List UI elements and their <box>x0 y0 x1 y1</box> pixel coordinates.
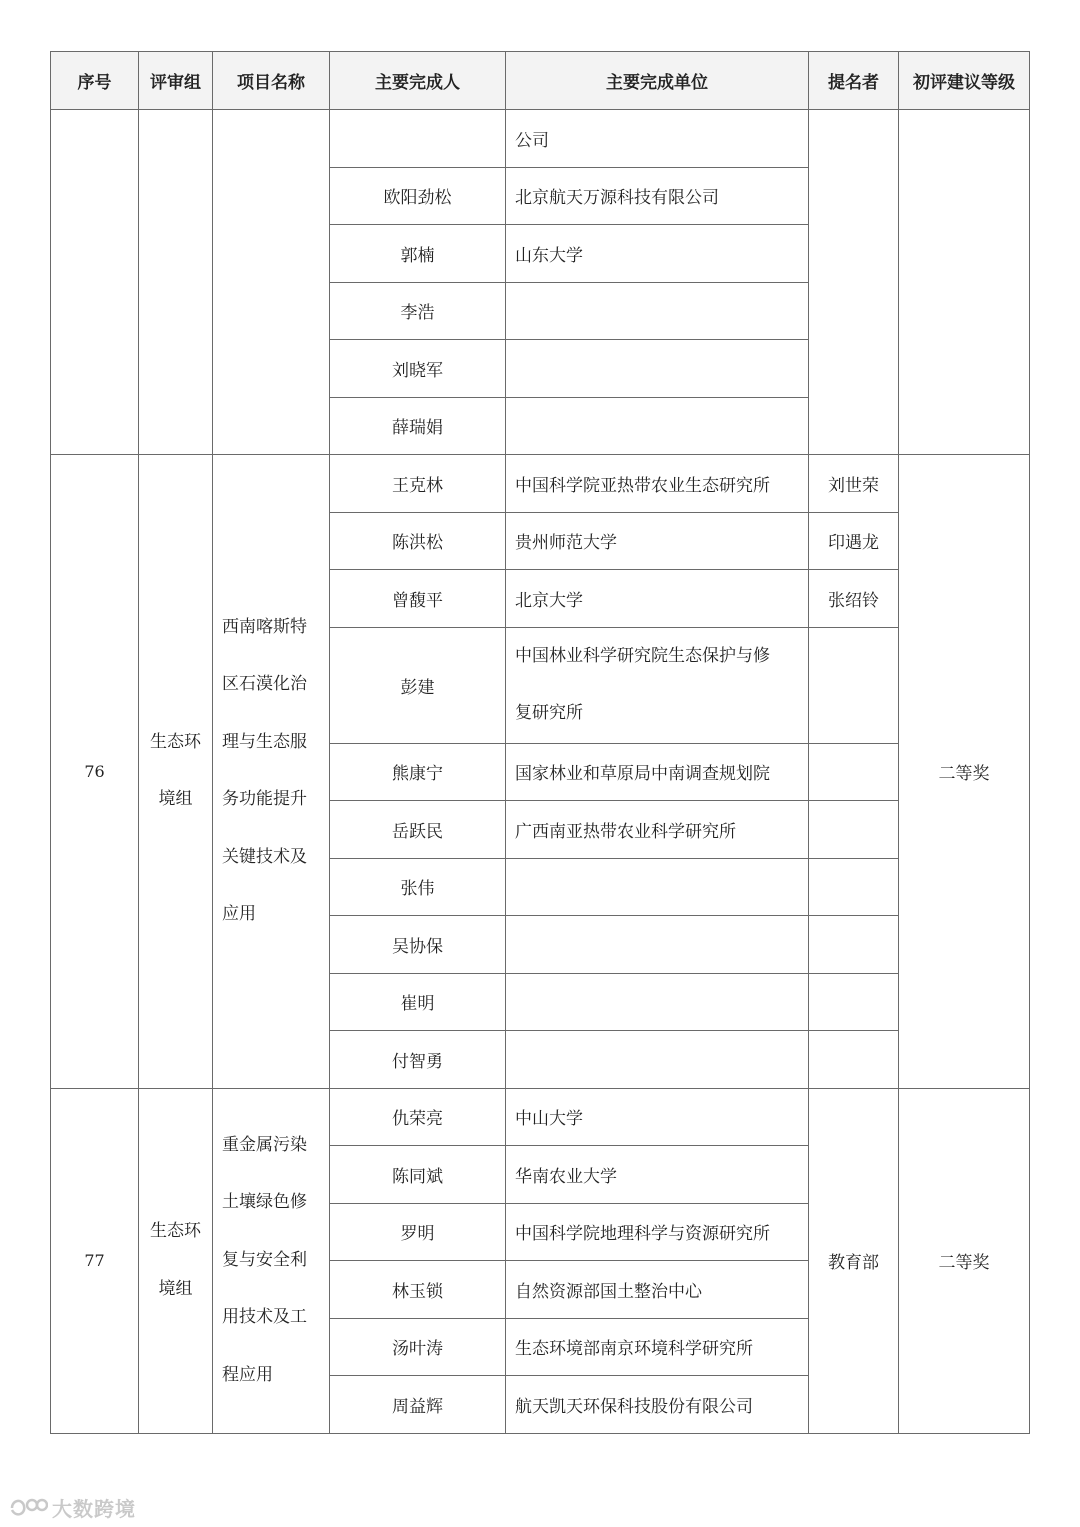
unit-cell: 中山大学 <box>506 1088 809 1146</box>
person-cell: 崔明 <box>330 973 506 1031</box>
watermark <box>8 1493 136 1522</box>
person-cell: 仇荣亮 <box>330 1088 506 1146</box>
awards-table <box>50 51 1030 1434</box>
unit-cell: 中国科学院亚热带农业生态研究所 <box>506 455 809 513</box>
person-cell: 刘晓军 <box>330 340 506 398</box>
watermark-logo-icon <box>8 1496 48 1520</box>
table-row <box>51 1088 1030 1146</box>
nominator-cell-77: 教育部 <box>809 1088 899 1433</box>
person-cell: 付智勇 <box>330 1031 506 1089</box>
person-cell: 张伟 <box>330 858 506 916</box>
person-cell: 郭楠 <box>330 225 506 283</box>
person-cell: 李浩 <box>330 282 506 340</box>
header-project: 项目名称 <box>213 52 330 110</box>
prev-group-cell <box>139 110 213 455</box>
person-cell <box>330 110 506 168</box>
header-unit: 主要完成单位 <box>506 52 809 110</box>
person-cell: 熊康宁 <box>330 743 506 801</box>
project-line: 复与安全利 <box>222 1249 307 1270</box>
person-cell: 周益辉 <box>330 1376 506 1434</box>
nominator-cell: 印遇龙 <box>809 512 899 570</box>
nominator-cell <box>809 858 899 916</box>
project-line: 应用 <box>222 904 256 925</box>
nominator-cell <box>809 1031 899 1089</box>
unit-line: 中国林业科学研究院生态保护与修 <box>515 645 770 666</box>
header-row <box>51 52 1030 110</box>
project-line: 区石漠化治 <box>222 674 307 695</box>
person-cell: 彭建 <box>330 627 506 743</box>
project-line: 重金属污染 <box>222 1134 307 1155</box>
unit-cell <box>506 858 809 916</box>
seq-cell-76: 76 <box>51 455 139 1089</box>
unit-cell: 国家林业和草原局中南调查规划院 <box>506 743 809 801</box>
unit-cell <box>506 340 809 398</box>
person-cell: 陈同斌 <box>330 1146 506 1204</box>
project-line: 程应用 <box>222 1364 273 1385</box>
person-cell: 林玉锁 <box>330 1261 506 1319</box>
header-seq: 序号 <box>51 52 139 110</box>
unit-cell <box>506 916 809 974</box>
unit-cell: 华南农业大学 <box>506 1146 809 1204</box>
project-line: 土壤绿色修 <box>222 1192 307 1213</box>
person-cell: 薛瑞娟 <box>330 397 506 455</box>
unit-cell: 北京航天万源科技有限公司 <box>506 167 809 225</box>
project-line: 西南喀斯特 <box>222 616 307 637</box>
header-level: 初评建议等级 <box>899 52 1030 110</box>
prev-project-cell <box>213 110 330 455</box>
header-person: 主要完成人 <box>330 52 506 110</box>
unit-cell: 自然资源部国土整治中心 <box>506 1261 809 1319</box>
nominator-cell <box>809 627 899 743</box>
group-line: 生态环 <box>150 1221 201 1241</box>
person-cell: 汤叶涛 <box>330 1318 506 1376</box>
project-cell-77 <box>213 1088 330 1433</box>
header-group: 评审组 <box>139 52 213 110</box>
group-line: 生态环 <box>150 731 201 752</box>
table-row <box>51 110 1030 168</box>
nominator-cell: 张绍铃 <box>809 570 899 628</box>
unit-cell-pengjian <box>506 627 809 743</box>
unit-cell <box>506 1031 809 1089</box>
nominator-cell <box>809 801 899 859</box>
unit-line: 复研究所 <box>515 703 583 723</box>
project-line: 关键技术及 <box>222 846 307 867</box>
project-cell-76 <box>213 455 330 1089</box>
level-cell-76: 二等奖 <box>899 455 1030 1089</box>
seq-cell-77: 77 <box>51 1088 139 1433</box>
nominator-cell: 刘世荣 <box>809 455 899 513</box>
person-cell: 王克林 <box>330 455 506 513</box>
nominator-cell <box>809 743 899 801</box>
unit-cell: 广西南亚热带农业科学研究所 <box>506 801 809 859</box>
level-cell-77: 二等奖 <box>899 1088 1030 1433</box>
person-cell: 岳跃民 <box>330 801 506 859</box>
group-line: 境组 <box>158 1278 193 1299</box>
prev-seq-cell <box>51 110 139 455</box>
unit-cell: 山东大学 <box>506 225 809 283</box>
unit-cell <box>506 282 809 340</box>
unit-cell <box>506 973 809 1031</box>
table-row <box>51 455 1030 513</box>
unit-cell: 公司 <box>506 110 809 168</box>
project-line: 理与生态服 <box>222 731 307 752</box>
group-cell-76 <box>139 455 213 1089</box>
group-cell-77 <box>139 1088 213 1433</box>
person-cell: 欧阳劲松 <box>330 167 506 225</box>
unit-cell: 中国科学院地理科学与资源研究所 <box>506 1203 809 1261</box>
unit-cell: 北京大学 <box>506 570 809 628</box>
unit-cell: 生态环境部南京环境科学研究所 <box>506 1318 809 1376</box>
prev-level-cell <box>899 110 1030 455</box>
group-line: 境组 <box>158 789 193 810</box>
person-cell: 吴协保 <box>330 916 506 974</box>
project-line: 务功能提升 <box>222 789 307 810</box>
unit-cell <box>506 397 809 455</box>
person-cell: 陈洪松 <box>330 512 506 570</box>
person-cell: 罗明 <box>330 1203 506 1261</box>
unit-cell: 贵州师范大学 <box>506 512 809 570</box>
unit-cell: 航天凯天环保科技股份有限公司 <box>506 1376 809 1434</box>
header-nominator: 提名者 <box>809 52 899 110</box>
person-cell: 曾馥平 <box>330 570 506 628</box>
project-line: 用技术及工 <box>222 1307 307 1328</box>
nominator-cell <box>809 973 899 1031</box>
nominator-cell <box>809 916 899 974</box>
prev-nominator-cell <box>809 110 899 455</box>
watermark-text: 大数跨境 <box>52 1497 136 1521</box>
